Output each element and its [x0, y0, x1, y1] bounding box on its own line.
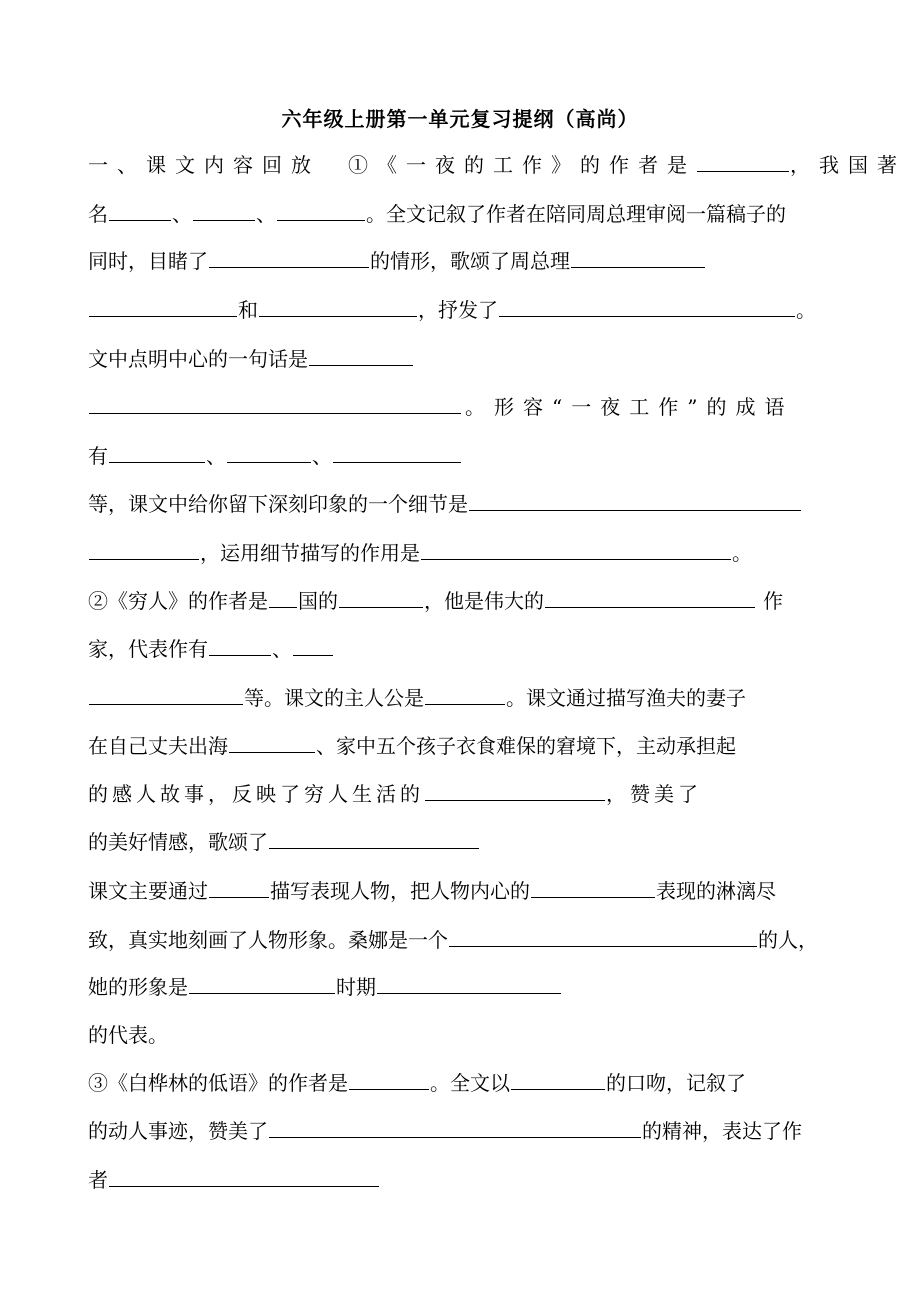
text: 。课文通过描写渔夫的妻子 [506, 686, 746, 710]
answer-blank[interactable] [511, 1069, 605, 1090]
text: 和 [238, 298, 258, 322]
text: 的动人事迹，赞美了 [88, 1119, 268, 1143]
answer-blank[interactable] [193, 200, 255, 221]
text: 。形容“一夜工作”的成语 [465, 395, 794, 419]
text: 在自己丈夫出海 [88, 734, 228, 758]
answer-blank[interactable] [269, 828, 479, 849]
text: 、 [272, 637, 292, 661]
text: 表现的淋漓尽 [656, 879, 776, 903]
line-22 [88, 1165, 833, 1195]
text: 。全文以 [430, 1071, 510, 1095]
text: 的感人故事，反映了穷人生活的 [88, 782, 424, 806]
answer-blank[interactable] [269, 1117, 641, 1138]
line-7 [88, 441, 833, 471]
section-heading: 一、课文内容回放 [88, 153, 320, 177]
answer-blank[interactable] [349, 1069, 429, 1090]
line-14 [88, 779, 833, 809]
text: 、家中五个孩子衣食难保的窘境下，主动承担起 [316, 734, 736, 758]
line-18 [88, 972, 833, 1002]
text: ，他是伟大的 [424, 589, 544, 613]
answer-blank[interactable] [89, 393, 461, 414]
line-21 [88, 1116, 833, 1146]
answer-blank[interactable] [109, 442, 205, 463]
text: ①《一夜的工作》的作者是 [348, 153, 696, 177]
text: 。 [732, 541, 752, 565]
text: 描写表现人物，把人物内心的 [270, 879, 530, 903]
text: ②《穷人》的作者是 [88, 589, 268, 613]
answer-blank[interactable] [449, 926, 757, 947]
text: 的美好情感，歌颂了 [88, 830, 268, 854]
text: 有 [88, 444, 108, 468]
answer-blank[interactable] [421, 539, 731, 560]
text: 、 [172, 202, 192, 226]
answer-blank[interactable] [189, 973, 335, 994]
answer-blank[interactable] [697, 151, 789, 172]
answer-blank[interactable] [531, 877, 655, 898]
answer-blank[interactable] [469, 490, 801, 511]
line-16 [88, 876, 833, 906]
text: 名 [88, 202, 108, 226]
line-17 [88, 925, 833, 955]
text: 同时，目睹了 [88, 249, 208, 273]
line-20 [88, 1068, 833, 1098]
line-8 [88, 489, 833, 519]
line-5 [88, 344, 833, 374]
answer-blank[interactable] [209, 247, 369, 268]
text: 、 [312, 444, 332, 468]
answer-blank[interactable] [89, 296, 237, 317]
text: 、 [206, 444, 226, 468]
answer-blank[interactable] [277, 200, 365, 221]
text: ③《白桦林的低语》的作者是 [88, 1071, 348, 1095]
answer-blank[interactable] [109, 200, 171, 221]
answer-blank[interactable] [259, 296, 417, 317]
answer-blank[interactable] [377, 973, 561, 994]
text: 课文主要通过 [88, 879, 208, 903]
text: 者 [88, 1168, 108, 1192]
text: ，抒发了 [418, 298, 498, 322]
text: 致，真实地刻画了人物形象。桑娜是一个 [88, 928, 448, 952]
answer-blank[interactable] [293, 635, 333, 656]
line-9 [88, 538, 833, 568]
line-2 [88, 199, 833, 229]
answer-blank[interactable] [425, 780, 605, 801]
answer-blank[interactable] [229, 732, 315, 753]
text: 的情形，歌颂了周总理 [370, 249, 570, 273]
text: 的口吻，记叙了 [606, 1071, 746, 1095]
line-13 [88, 731, 833, 761]
text: 文中点明中心的一句话是 [88, 347, 308, 371]
answer-blank[interactable] [571, 247, 705, 268]
answer-blank[interactable] [333, 442, 461, 463]
line-12 [88, 683, 833, 713]
document-title: 六年级上册第一单元复习提纲（高尚） [281, 107, 639, 131]
answer-blank[interactable] [227, 442, 311, 463]
text: 时期 [336, 975, 376, 999]
line-15 [88, 827, 833, 857]
answer-blank[interactable] [209, 877, 269, 898]
line-4 [88, 295, 833, 325]
line-1 [88, 150, 906, 180]
answer-blank[interactable] [109, 1166, 379, 1187]
text: 的人， [758, 928, 818, 952]
answer-blank[interactable] [89, 684, 243, 705]
text: ，我国著 [790, 153, 906, 177]
answer-blank[interactable] [339, 587, 423, 608]
text: ，赞美了 [606, 782, 702, 806]
answer-blank[interactable] [89, 539, 199, 560]
text: 。 [796, 298, 816, 322]
text: 的代表。 [88, 1023, 168, 1047]
text: 等，课文中给你留下深刻印象的一个细节是 [88, 492, 468, 516]
line-10 [88, 586, 833, 616]
answer-blank[interactable] [545, 587, 755, 608]
text: 、 [256, 202, 276, 226]
text: ，运用细节描写的作用是 [200, 541, 420, 565]
text: 家，代表作有 [88, 637, 208, 661]
line-3 [88, 246, 833, 276]
answer-blank[interactable] [309, 345, 413, 366]
text: 。全文记叙了作者在陪同周总理审阅一篇稿子的 [366, 202, 786, 226]
text: 等。课文的主人公是 [244, 686, 424, 710]
answer-blank[interactable] [425, 684, 505, 705]
text: 国的 [298, 589, 338, 613]
line-19 [88, 1020, 833, 1050]
text: 的精神，表达了作 [642, 1119, 802, 1143]
answer-blank[interactable] [209, 635, 271, 656]
answer-blank[interactable] [269, 587, 297, 608]
line-6 [88, 392, 833, 422]
line-11 [88, 634, 833, 664]
text: 作 [763, 589, 783, 613]
text: 她的形象是 [88, 975, 188, 999]
answer-blank[interactable] [499, 296, 795, 317]
